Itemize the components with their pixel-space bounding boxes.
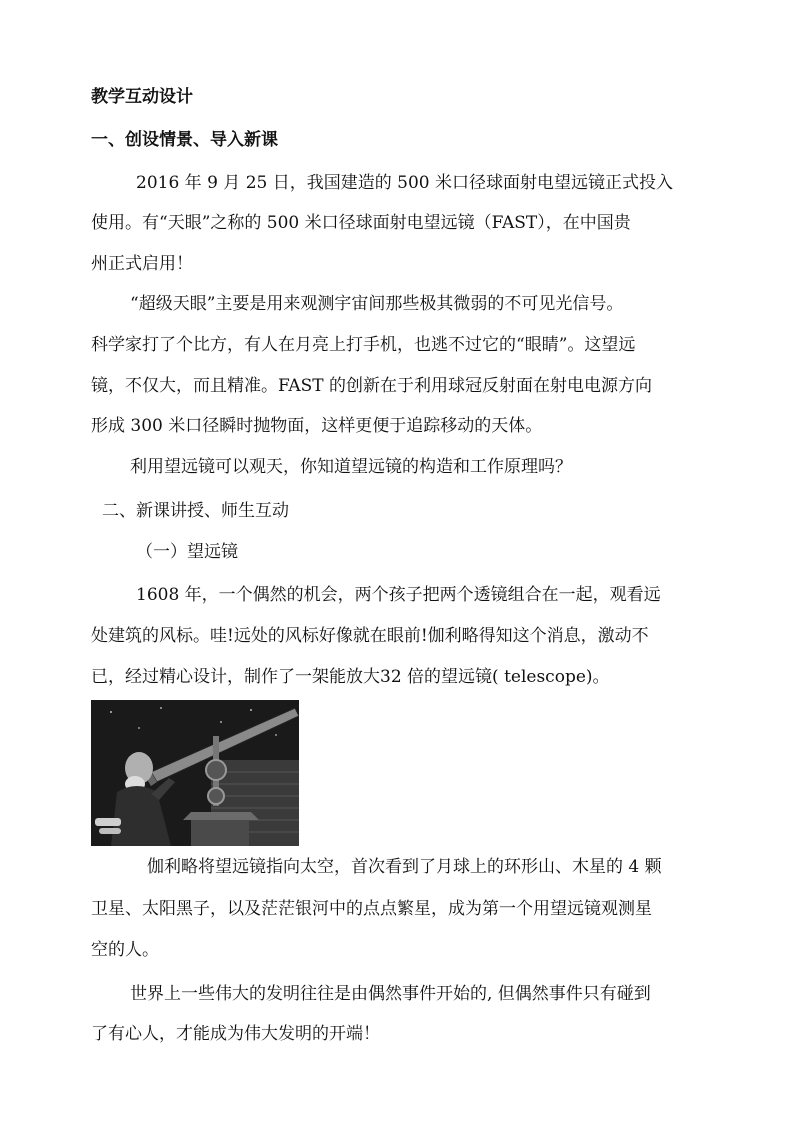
paragraph-1-line-2: 使用。有“天眼”之称的 500 米口径球面射电望远镜（FAST），在中国贵 bbox=[91, 213, 631, 233]
question-line: 利用望远镜可以观天，你知道望远镜的构造和工作原理吗？ bbox=[130, 457, 572, 477]
paragraph-4-line-3: 空的人。 bbox=[91, 940, 159, 960]
paragraph-2-line-1: “超级天眼”主要是用来观测宇宙间那些极其微弱的不可见光信号。 bbox=[130, 294, 624, 314]
document-title: 教学互动设计 bbox=[91, 87, 193, 107]
paragraph-2-line-2: 科学家打了个比方，有人在月亮上打手机，也逃不过它的“眼睛”。这望远 bbox=[91, 335, 636, 355]
paragraph-1-line-3: 州正式启用！ bbox=[91, 254, 193, 274]
section-heading-1: 一、创设情景、导入新课 bbox=[91, 130, 278, 150]
paragraph-1-line-1: 2016 年 9 月 25 日，我国建造的 500 米口径球面射电望远镜正式投入 bbox=[136, 173, 673, 193]
galileo-telescope-image bbox=[91, 700, 299, 846]
paragraph-3-line-2: 处建筑的风标。哇!远处的风标好像就在眼前!伽利略得知这个消息，激动不 bbox=[91, 626, 649, 646]
section-heading-2: 二、新课讲授、师生互动 bbox=[102, 501, 289, 521]
paragraph-5-line-1: 世界上一些伟大的发明往往是由偶然事件开始的, 但偶然事件只有碰到 bbox=[130, 984, 651, 1004]
paragraph-3-line-1: 1608 年，一个偶然的机会，两个孩子把两个透镜组合在一起，观看远 bbox=[136, 585, 661, 605]
paragraph-4-line-1: 伽利略将望远镜指向太空，首次看到了月球上的环形山、木星的 4 颗 bbox=[147, 857, 662, 877]
paragraph-5-line-2: 了有心人，才能成为伟大发明的开端！ bbox=[91, 1024, 380, 1044]
paragraph-3-line-3: 已，经过精心设计，制作了一架能放大32 倍的望远镜( telescope)。 bbox=[91, 667, 610, 687]
paragraph-4-line-2: 卫星、太阳黑子，以及茫茫银河中的点点繁星，成为第一个用望远镜观测星 bbox=[91, 899, 652, 919]
paragraph-2-line-3: 镜，不仅大，而且精准。FAST 的创新在于利用球冠反射面在射电电源方向 bbox=[91, 376, 652, 396]
paragraph-2-line-4: 形成 300 米口径瞬时抛物面，这样更便于追踪移动的天体。 bbox=[91, 416, 543, 436]
subheading-telescope: （一）望远镜 bbox=[136, 542, 238, 562]
